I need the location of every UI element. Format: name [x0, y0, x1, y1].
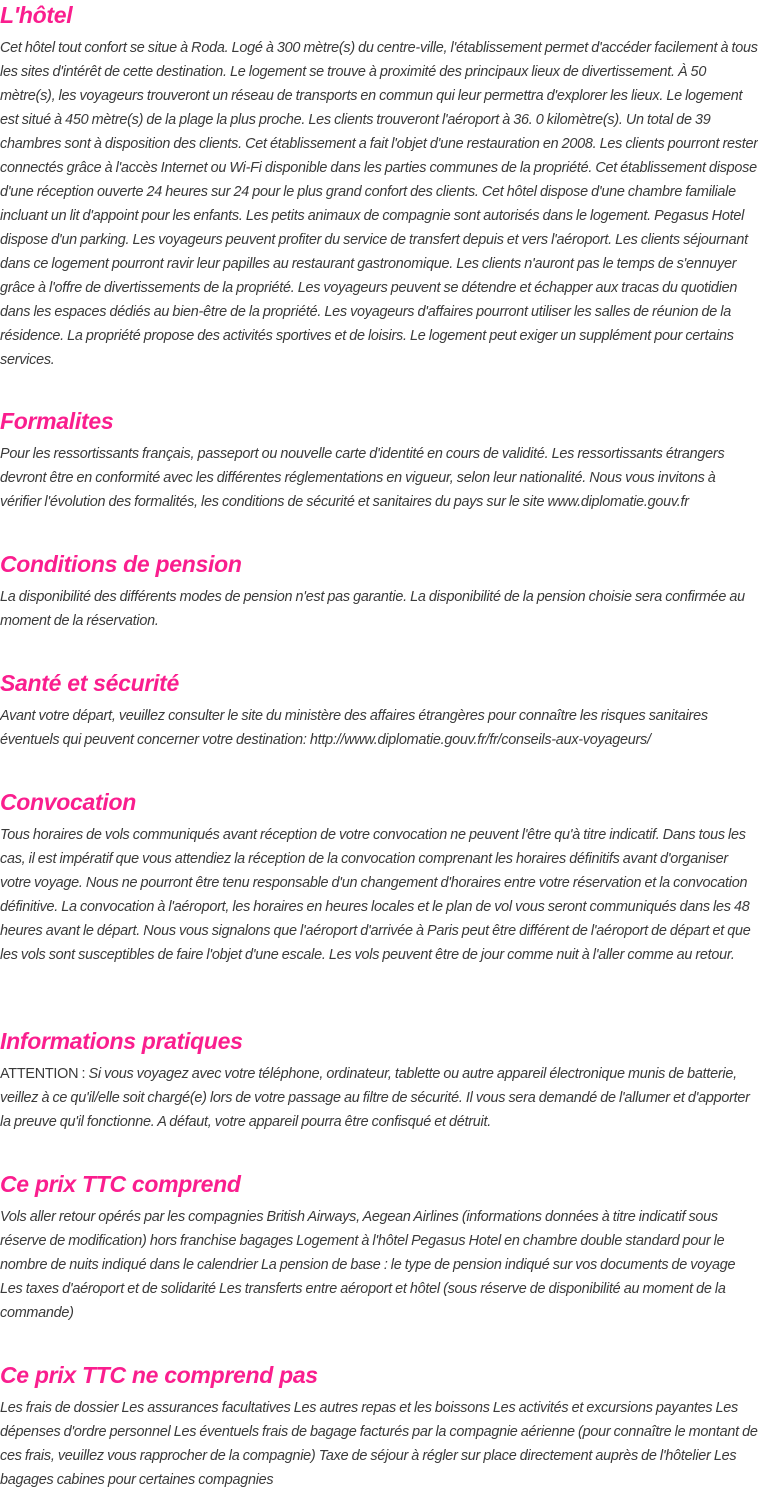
section-sante-securite	[0, 668, 758, 752]
section-title-inclus: Ce prix TTC comprend	[0, 1171, 241, 1197]
section-body-convocation: Tous horaires de vols communiqués avant réception de votre convocation ne peuvent l'être qu'à titre indicatif. Dans tous les cas, il est impératif que vous attendiez la réception de la convocation comprenant les horaires définitifs avant d'organiser votre voyage. Nous ne pourront être tenu responsable d'un changement d'horaires entre votre réservation et la convocation définitive. La convocation à l'aéroport, les horaires en heures locales et le plan de vol vous seront communiqués dans les 48 heures avant le départ. Nous vous signalons que l'aéroport d'arrivée à Paris peut être différent de l'aéroport de départ et que les vols sont susceptibles de faire l'objet d'une escale. Les vols peuvent être de jour comme nuit à l'aller comme au retour.	[0, 827, 751, 963]
section-title-informations: Informations pratiques	[0, 1028, 243, 1054]
section-title-hotel: L'hôtel	[0, 2, 73, 28]
section-informations-pratiques	[0, 1026, 758, 1134]
section-conditions-pension	[0, 549, 758, 633]
section-convocation	[0, 787, 758, 967]
section-body-hotel: Cet hôtel tout confort se situe à Roda. Logé à 300 mètre(s) du centre-ville, l'établissement permet d'accéder facilement à tous les sites d'intérêt de cette destination. Le logement se trouve à proximité des principaux lieux de divertissement. À 50 mètre(s), les voyageurs trouveront un réseau de transports en commun qui leur permettra d'explorer les lieux. Le logement est situé à 450 mètre(s) de la plage la plus proche. Les clients trouveront l'aéroport à 36. 0 kilomètre(s). Un total de 39 chambres sont à disposition des clients. Cet établissement a fait l'objet d'une restauration en 2008. Les clients pourront rester connectés grâce à l'accès Internet ou Wi-Fi disponible dans les parties communes de la propriété. Cet établissement dispose d'une réception ouverte 24 heures sur 24 pour le plus grand confort des clients. Cet hôtel dispose d'une chambre familiale incluant un lit d'appoint pour les enfants. Les petits animaux de compagnie sont autorisés dans le logement. Pegasus Hotel dispose d'un parking. Les voyageurs peuvent profiter du service de transfert depuis et vers l'aéroport. Les clients séjournant dans ce logement pourront ravir leur papilles au restaurant gastronomique. Les clients n'auront pas le temps de s'ennuyer grâce à l'offre de divertissements de la propriété. Les voyageurs peuvent se détendre et échapper aux tracas du quotidien dans les espaces dédiés au bien-être de la propriété. Les voyageurs d'affaires pourront utiliser les salles de réunion de la résidence. La propriété propose des activités sportives et de loisirs. Le logement peut exiger un supplément pour certains services.	[0, 40, 758, 368]
section-title-convocation: Convocation	[0, 789, 136, 815]
section-title-pension: Conditions de pension	[0, 551, 242, 577]
section-title-non-inclus: Ce prix TTC ne comprend pas	[0, 1362, 318, 1388]
section-body-non-inclus: Les frais de dossier Les assurances facultatives Les autres repas et les boissons Les activités et excursions payantes Les dépenses d'ordre personnel Les éventuels frais de bagage facturés par la compagnie aérienne (pour connaître le montant de ces frais, veuillez vous rapprocher de la compagnie) Taxe de séjour à régler sur place directement auprès de l'hôtelier Les bagages cabines pour certaines compagnies	[0, 1400, 758, 1488]
section-prix-comprend	[0, 1169, 758, 1325]
informations-text: Si vous voyagez avec votre téléphone, ordinateur, tablette ou autre appareil électronique munis de batterie, veillez à ce qu'il/elle soit chargé(e) lors de votre passage au filtre de sécurité. Il vous sera demandé de l'allumer et d'apporter la preuve qu'il fonctionne. A défaut, votre appareil pourra être confisqué et détruit.	[0, 1066, 750, 1130]
section-prix-ne-comprend-pas	[0, 1360, 758, 1492]
section-formalites	[0, 406, 758, 514]
section-body-sante: Avant votre départ, veuillez consulter le site du ministère des affaires étrangères pour connaître les risques sanitaires éventuels qui peuvent concerner votre destination: http://www.diplomatie.gouv.fr/fr/conseils-aux-voyageurs/	[0, 708, 708, 748]
section-title-sante: Santé et sécurité	[0, 670, 179, 696]
section-title-formalites: Formalites	[0, 408, 114, 434]
section-body-pension: La disponibilité des différents modes de pension n'est pas garantie. La disponibilité de la pension choisie sera confirmée au moment de la réservation.	[0, 589, 745, 629]
section-hotel	[0, 0, 758, 372]
section-body-formalites: Pour les ressortissants français, passeport ou nouvelle carte d'identité en cours de validité. Les ressortissants étrangers devront être en conformité avec les différentes réglementations en vigueur, selon leur nationalité. Nous vous invitons à vérifier l'évolution des formalités, les conditions de sécurité et sanitaires du pays sur le site www.diplomatie.gouv.fr	[0, 446, 725, 510]
section-body-inclus: Vols aller retour opérés par les compagnies British Airways, Aegean Airlines (informations données à titre indicatif sous réserve de modification) hors franchise bagages Logement à l'hôtel Pegasus Hotel en chambre double standard pour le nombre de nuits indiqué dans le calendrier La pension de base : le type de pension indiqué sur vos documents de voyage Les taxes d'aéroport et de solidarité Les transferts entre aéroport et hôtel (sous réserve de disponibilité au moment de la commande)	[0, 1209, 736, 1321]
section-body-informations	[0, 1062, 758, 1134]
attention-label: ATTENTION :	[0, 1066, 89, 1082]
